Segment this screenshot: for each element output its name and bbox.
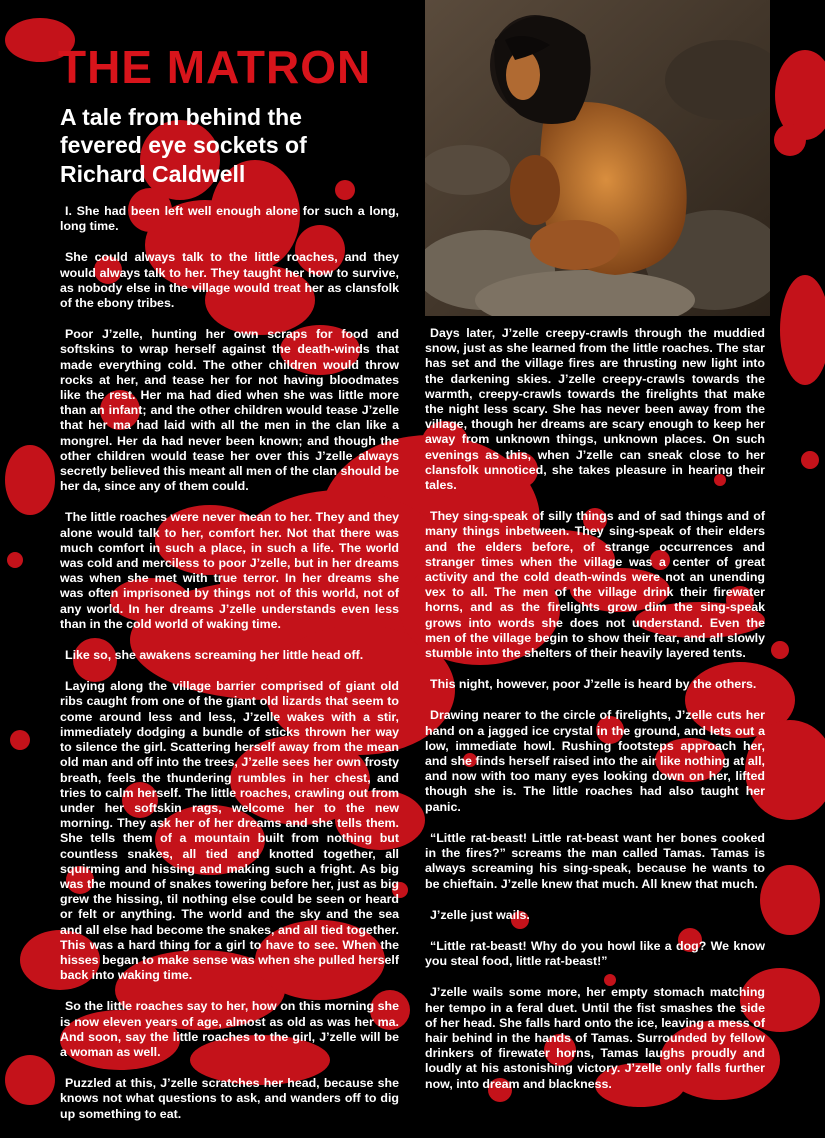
paragraph: Like so, she awakens screaming her little head off. bbox=[65, 648, 364, 663]
left-text-column bbox=[60, 204, 399, 1138]
paragraph: Days later, J’zelle creepy-crawls through the muddied snow, just as she learned from the little roaches. The star has set and the village fires are thrusting new light into the darkening skies. J’zelle creepy-crawls towards the warmth, creepy-crawls towards the firelights that make the night less scary. She has never been away from the village, though her dreams are scary enough to keep her away from unknown things, unknown places. On such evenings as this, when J’zelle can sneak close to her clansfolk unnoticed, she takes pleasure in hearing their tales. bbox=[425, 326, 765, 493]
paragraph: Drawing nearer to the circle of firelights, J’zelle cuts her hand on a jagged ice crystal in the ground, and lets out a low, immediate howl. Rushing footsteps approach her, and she finds herself raised into the air like nothing at all, and now with too many eyes looking down on her, lifted though she is. The little roaches had also taught her panic. bbox=[425, 708, 765, 814]
photo-figure-icon bbox=[425, 0, 770, 316]
paragraph: So the little roaches say to her, how on this morning she is now eleven years of age, almost as old as was her ma. And soon, say the little roaches to the girl, J’zelle will be a woman as well. bbox=[60, 999, 399, 1059]
paragraph: I. She had been left well enough alone for such a long, long time. bbox=[60, 204, 399, 234]
paragraph: Poor J’zelle, hunting her own scraps for food and softskins to wrap herself against the death-winds that made everything cold. The other children would throw rocks at her, and tease her for not having bloodmates like the rest. Her ma had died when she was little more than an infant; and the other children would tease J’zelle that her ma had laid with all the men in the clan like a mongrel. Her da had never been known; and though the other children would tease her over this J’zelle always secretly believed this meant all men of the clan should be her da, since any of them could. bbox=[60, 327, 399, 494]
paragraph: The little roaches were never mean to her. They and they alone would talk to her, comfort her. Not that there was much comfort in such a place, in such a life. The world was cold and merciless to poor J’zelle, but in her dreams was when she met with true terror. In her dreams she was often imprisoned by things not of this world, not of any world. In her dreams J’zelle understands even less than in the cold world of waking time. bbox=[60, 510, 399, 631]
article-subtitle: A tale from behind the fevered eye sockets of Richard Caldwell bbox=[60, 104, 307, 187]
right-text-column bbox=[425, 326, 765, 1108]
paragraph: J’zelle wails some more, her empty stomach matching her tempo in a feral duet. Until the fist smashes the side of her head. She falls hard onto the ice, leaving a mess of hair behind in the hands of Tamas. Surrounded by fellow drinkers of firewater horns, Tamas laughs proudly and loudly at his astonishing victory. J’zelle only falls further now, into dream and blackness. bbox=[425, 985, 765, 1091]
paragraph: Laying along the village barrier comprised of giant old ribs caught from one of the giant old lizards that seem to come around less and less, J’zelle wakes with a stir, immediately dodging a bundle of sticks thrown her way to silence the girl. Scattering herself away from the mean old man and off into the trees, J’zelle sees her own frosty breath, feels the thundering rumbles in her chest, and tries to calm herself. The little roaches, crawling out from under her softskin rags, welcome her to the new morning. They ask her of her dreams and she tells them. She tells them of a mountain built from nothing but countless snakes, all tied and knotted together, all squirming and hissing and making such a fright. As big was the mound of snakes towering before her, just as big grew the hissing, til nothing else could be seen or heard or felt or anything. The world and the sky and the sea and all else had become the snakes, and all tied together. This was a hard thing for a girl to have to see. When the hisses began to make sense was when she pulled herself back into waking time. bbox=[60, 679, 399, 983]
article-title: THE MATRON bbox=[58, 41, 372, 93]
paragraph: “Little rat-beast! Why do you howl like a dog? We know you steal food, little rat-beast!” bbox=[425, 938, 765, 969]
paragraph: They sing-speak of silly things and of sad things and of many things inbetween. They sing-speak of their elders and the elders before, of strange occurrences and stranger times when the village was a center of great activity and the cold death-winds were not an unending vex to all. The men of the village drink their firewater horns, and as the firelights grow dim the sing-speak grows into words she does not understand. Even the men of the village begin to show their fear, and all slowly stumble into the shelters of their heavily layered tents. bbox=[425, 509, 765, 661]
paragraph: “Little rat-beast! Little rat-beast want her bones cooked in the fires?” screams the man called Tamas. Tamas is always screaming his sing-speak, because he wants to be chieftain. J’zelle knew that much. All knew that much. bbox=[425, 830, 765, 891]
paragraph: This night, however, poor J’zelle is heard by the others. bbox=[430, 677, 757, 692]
paragraph: J’zelle just wails. bbox=[430, 907, 530, 922]
paragraph: Puzzled at this, J’zelle scratches her head, because she knows not what questions to ask, and wanders off to dig up something to eat. bbox=[60, 1076, 399, 1121]
paragraph: She could always talk to the little roaches, and they would always talk to her. They taught her how to survive, as nobody else in the village would treat her as clansfolk of the ebony tribes. bbox=[60, 250, 399, 311]
photo-figure-crouching bbox=[425, 0, 770, 316]
